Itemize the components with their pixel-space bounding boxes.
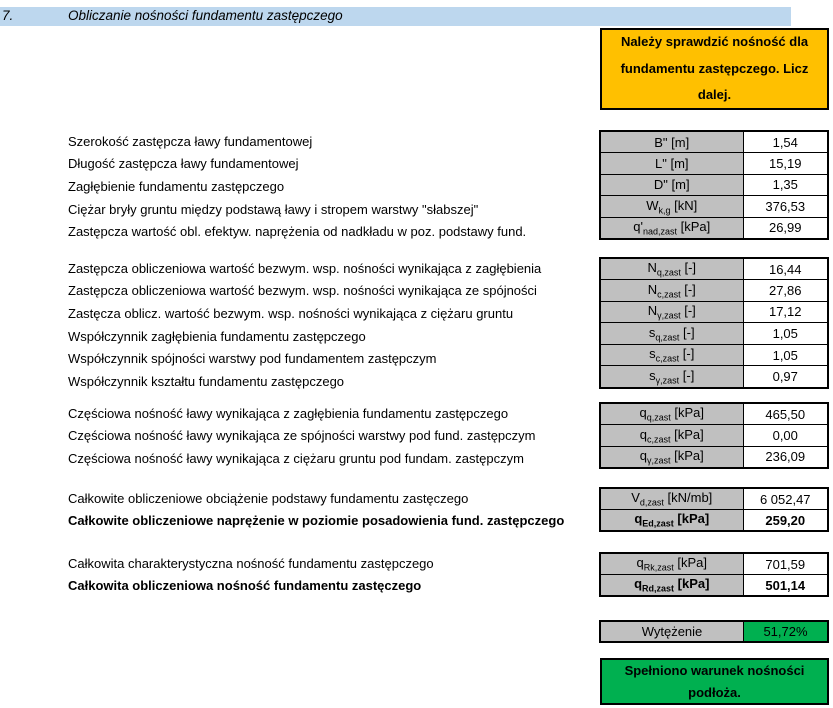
table-row xyxy=(600,131,828,153)
table-row xyxy=(600,575,828,597)
value-cell[interactable]: 1,54 xyxy=(743,131,828,153)
warning-box xyxy=(600,28,829,110)
row-label: Częściowa nośność ławy wynikająca z ciężaru gruntu pod fundam. zastępczym xyxy=(68,450,524,466)
warning-text: Należy sprawdzić nośność dla fundamentu zastępczego. Licz dalej. xyxy=(620,34,809,103)
table-row xyxy=(600,366,828,388)
table-row xyxy=(600,510,828,532)
table-row xyxy=(600,425,828,447)
group-table xyxy=(599,130,829,240)
table-row xyxy=(600,344,828,366)
value-cell[interactable]: 0,97 xyxy=(743,366,828,388)
table-row xyxy=(600,323,828,345)
group-table xyxy=(599,257,829,389)
symbol-cell: B" [m] xyxy=(600,131,743,153)
symbol-cell: $N_{c,zast}$ [-] xyxy=(600,280,743,302)
value-cell[interactable]: 1,05 xyxy=(743,323,828,345)
value-cell[interactable]: 1,05 xyxy=(743,344,828,366)
row-label: Zastępcza wartość obl. efektyw. naprężenia od nadkładu w poz. podstawy fund. xyxy=(68,224,527,240)
value-cell[interactable]: 701,59 xyxy=(743,553,828,575)
group-table xyxy=(599,402,829,469)
utilization-value-cell[interactable] xyxy=(744,622,827,641)
row-label: Całkowite obliczeniowe naprężenie w poziomie posadowienia fund. zastępczego xyxy=(68,513,565,529)
value-cell[interactable]: 15,19 xyxy=(743,153,828,175)
row-label: Zastępcza obliczeniowa wartość bezwym. wsp. nośności wynikająca ze spójności xyxy=(68,283,537,299)
row-label: Zastępcza obliczeniowa wartość bezwym. wsp. nośności wynikająca z zagłębienia xyxy=(68,260,542,276)
value-cell[interactable]: 236,09 xyxy=(743,446,828,468)
symbol-cell: D" [m] xyxy=(600,174,743,196)
table-row xyxy=(600,196,828,218)
symbol-cell: $V_{d,zast}$ [kN/mb] xyxy=(600,488,743,510)
value-cell[interactable]: 6 052,47 xyxy=(743,488,828,510)
value-cell[interactable]: 376,53 xyxy=(743,196,828,218)
table-row xyxy=(600,280,828,302)
table-row xyxy=(600,217,828,239)
symbol-cell: $s_{\gamma,zast}$ [-] xyxy=(600,366,743,388)
utilization-label-cell xyxy=(601,622,744,641)
utilization-value: 51,72% xyxy=(763,624,808,639)
symbol-cell: L" [m] xyxy=(600,153,743,175)
group-labels xyxy=(68,487,596,532)
table-row xyxy=(600,403,828,425)
table-row xyxy=(600,174,828,196)
symbol-cell: $q_{Rk,zast}$ [kPa] xyxy=(600,553,743,575)
group-table xyxy=(599,487,829,532)
symbol-cell: $q'_{nad,zast}$ [kPa] xyxy=(600,217,743,239)
symbol-cell: $N_{q,zast}$ [-] xyxy=(600,258,743,280)
row-label: Zagłębienie fundamentu zastępczego xyxy=(68,178,285,194)
group-table xyxy=(599,552,829,597)
section-title: Obliczanie nośności fundamentu zastępczego xyxy=(68,8,343,23)
value-cell[interactable]: 1,35 xyxy=(743,174,828,196)
value-cell[interactable]: 16,44 xyxy=(743,258,828,280)
symbol-cell: $W_{k,g}$ [kN] xyxy=(600,196,743,218)
row-label: Całkowite obliczeniowe obciążenie podstawy fundamentu zastęczego xyxy=(68,490,469,506)
row-label: Całkowita obliczeniowa nośność fundamentu zastęczego xyxy=(68,578,422,594)
value-cell[interactable]: 17,12 xyxy=(743,301,828,323)
value-cell[interactable]: 26,99 xyxy=(743,217,828,239)
symbol-cell: $N_{\gamma,zast}$ [-] xyxy=(600,301,743,323)
table-row xyxy=(600,258,828,280)
symbol-cell: $q_{\gamma,zast}$ [kPa] xyxy=(600,446,743,468)
table-row xyxy=(600,153,828,175)
table-row xyxy=(600,488,828,510)
section-header-bar xyxy=(0,7,791,26)
group-labels xyxy=(68,552,596,597)
table-row xyxy=(600,301,828,323)
section-number: 7. xyxy=(2,8,14,23)
utilization-row xyxy=(599,620,829,643)
value-cell[interactable]: 27,86 xyxy=(743,280,828,302)
success-text: Spełniono warunek nośności podłoża. xyxy=(624,663,805,700)
value-cell[interactable]: 501,14 xyxy=(743,575,828,597)
group-labels xyxy=(68,402,596,470)
value-cell[interactable]: 0,00 xyxy=(743,425,828,447)
row-label: Współczynnik spójności warstwy pod fundamentem zastępczym xyxy=(68,351,437,367)
row-label: Ciężar bryły gruntu między podstawą ławy i stropem warstwy "słabszej" xyxy=(68,201,479,217)
row-label: Częściowa nośność ławy wynikająca ze spójności warstwy pod fund. zastępczym xyxy=(68,428,536,444)
symbol-cell: $q_{Rd,zast}$ [kPa] xyxy=(600,575,743,597)
value-cell[interactable]: 259,20 xyxy=(743,510,828,532)
row-label: Zastęcza oblicz. wartość bezwym. wsp. nośności wynikająca z ciężaru gruntu xyxy=(68,305,514,321)
table-row xyxy=(600,446,828,468)
success-box xyxy=(600,658,829,705)
row-label: Całkowita charakterystyczna nośność fundamentu zastępczego xyxy=(68,555,434,571)
table-row xyxy=(600,553,828,575)
value-cell[interactable]: 465,50 xyxy=(743,403,828,425)
row-label: Długość zastępcza ławy fundamentowej xyxy=(68,156,299,172)
row-label: Szerokość zastępcza ławy fundamentowej xyxy=(68,133,313,149)
utilization-label: Wytężenie xyxy=(641,624,703,639)
row-label: Częściowa nośność ławy wynikająca z zagłębienia fundamentu zastępczego xyxy=(68,405,509,421)
row-label: Współczynnik zagłębienia fundamentu zastępczego xyxy=(68,328,366,344)
symbol-cell: $q_{Ed,zast}$ [kPa] xyxy=(600,510,743,532)
group-labels xyxy=(68,257,596,393)
symbol-cell: $q_{c,zast}$ [kPa] xyxy=(600,425,743,447)
symbol-cell: $s_{q,zast}$ [-] xyxy=(600,323,743,345)
row-label: Współczynnik kształtu fundamentu zastępczego xyxy=(68,373,345,389)
symbol-cell: $q_{q,zast}$ [kPa] xyxy=(600,403,743,425)
group-labels xyxy=(68,130,596,243)
symbol-cell: $s_{c,zast}$ [-] xyxy=(600,344,743,366)
